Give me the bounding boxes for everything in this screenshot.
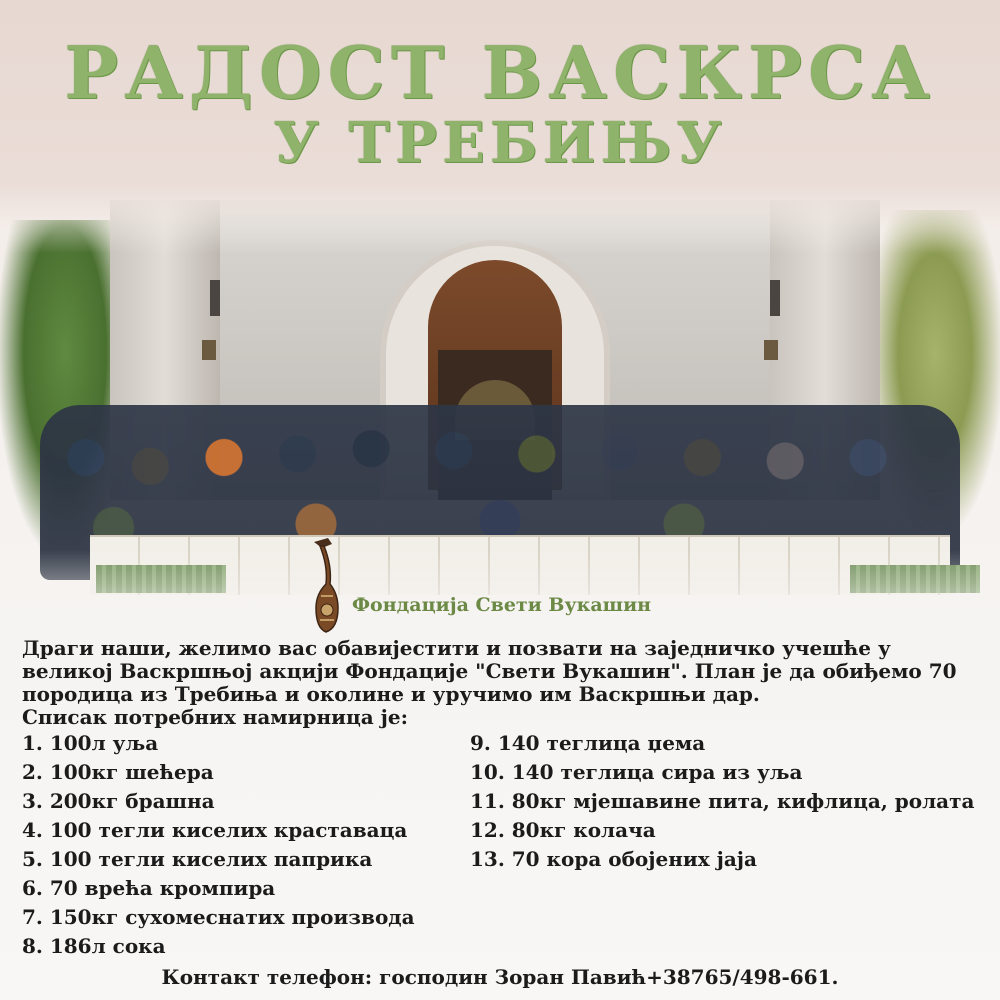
foundation-emblem-icon (306, 536, 346, 636)
grocery-list-right (470, 729, 982, 874)
group-photo (0, 190, 1000, 640)
intro-paragraph: Драги наши, желимо вас обавијестити и позвати на заједничко учешће у великој Васкршњој акцији Фондације "Свети Вукашин". План је да обиђемо 70 породица из Требиња и околине и уручимо им Васкршњи дар. (22, 636, 957, 706)
grocery-list (22, 729, 982, 959)
list-item: 11. 80кг мјешавине пита, кифлица, ролата (470, 789, 975, 813)
church-window (210, 280, 220, 316)
wall-lamp (764, 340, 778, 360)
grocery-list-left (22, 729, 462, 961)
list-item: 13. 70 кора обојених јаја (470, 847, 757, 871)
list-item: 10. 140 теглица сира из уља (470, 760, 803, 784)
list-item: 2. 100кг шећера (22, 760, 214, 784)
list-item: 6. 70 врећа кромпира (22, 876, 276, 900)
wall-lamp (202, 340, 216, 360)
list-item: 1. 100л уља (22, 731, 159, 755)
list-item: 4. 100 тегли киселих краставаца (22, 818, 408, 842)
poster-subtitle: У ТРЕБИЊУ (273, 110, 727, 176)
list-item: 9. 140 теглица џема (470, 731, 706, 755)
church-window (770, 280, 780, 316)
list-item: 12. 80кг колача (470, 818, 656, 842)
list-item: 3. 200кг брашна (22, 789, 215, 813)
announcement-text (22, 637, 982, 959)
list-title: Списак потребних намирница је: (22, 705, 409, 729)
foundation-name: Фондација Свети Вукашин (352, 594, 652, 616)
contact-line: Контакт телефон: господин Зоран Павић+38765/498-661. (161, 965, 839, 989)
list-item: 5. 100 тегли киселих паприка (22, 847, 373, 871)
bottle-crates-left (96, 565, 226, 593)
list-item: 7. 150кг сухомеснатих производа (22, 905, 415, 929)
poster-title: РАДОСТ ВАСКРСА (64, 30, 936, 115)
list-item: 8. 186л сока (22, 934, 166, 958)
bottle-crates-right (850, 565, 980, 593)
